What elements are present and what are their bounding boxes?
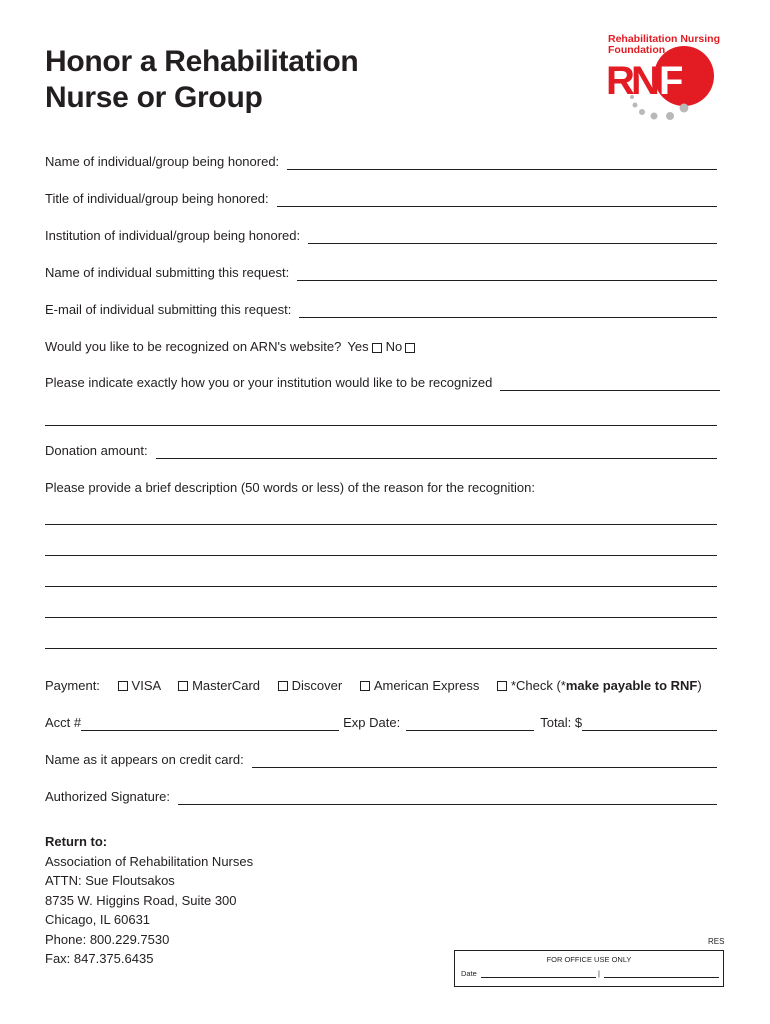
- yes-checkbox[interactable]: [372, 343, 382, 353]
- logo-text: [608, 34, 720, 56]
- donation-label: Donation amount:: [45, 443, 148, 458]
- amex-checkbox[interactable]: [360, 681, 370, 691]
- logo-line-2: Foundation: [608, 44, 666, 56]
- submitter-name-input[interactable]: [297, 268, 717, 281]
- card-name-input[interactable]: [252, 755, 717, 768]
- signature-field: [45, 789, 717, 805]
- description-line-2[interactable]: [45, 555, 717, 556]
- recognition-field: [45, 375, 720, 391]
- description-line-1[interactable]: [45, 524, 717, 525]
- return-line-2: ATTN: Sue Floutsakos: [45, 873, 175, 888]
- check-checkbox[interactable]: [497, 681, 507, 691]
- acct-label: Acct #: [45, 715, 82, 730]
- return-line-1: Association of Rehabilitation Nurses: [45, 853, 254, 869]
- total-label: Total: $: [540, 715, 583, 730]
- signature-input[interactable]: [178, 792, 717, 805]
- description-label: Please provide a brief description (50 words or less) of the reason for the recognition:: [45, 480, 535, 495]
- total-input[interactable]: [582, 718, 717, 731]
- website-question: [45, 339, 419, 355]
- svg-text:N: N: [631, 59, 657, 103]
- return-phone: Phone: 800.229.7530: [45, 931, 170, 947]
- submitter-email-label: E-mail of individual submitting this request:: [45, 302, 292, 317]
- logo-line-1: Rehabilitation Nursing: [608, 33, 721, 45]
- office-date-row: [461, 969, 719, 978]
- recognition-label: Please indicate exactly how you or your institution would like to be recognized: [45, 375, 493, 390]
- recognition-input[interactable]: [500, 378, 720, 391]
- title-line-1: Honor a Rehabilitation: [45, 45, 359, 78]
- honoree-title-input[interactable]: [277, 194, 717, 207]
- donation-field: [45, 443, 717, 459]
- office-use-title: FOR OFFICE USE ONLY: [546, 955, 632, 964]
- exp-input[interactable]: [406, 718, 534, 731]
- honoree-title-field: [45, 191, 717, 207]
- signature-label: Authorized Signature:: [45, 789, 171, 804]
- description-prompt: [45, 480, 535, 496]
- svg-text:R: R: [606, 59, 632, 103]
- res-code: RES: [708, 937, 725, 946]
- no-checkbox[interactable]: [405, 343, 415, 353]
- return-line-3: 8735 W. Higgins Road, Suite 300: [45, 892, 237, 908]
- office-use-box: [454, 950, 724, 987]
- honoree-institution-input[interactable]: [308, 231, 717, 244]
- return-address: [45, 832, 253, 969]
- description-line-5[interactable]: [45, 648, 717, 649]
- mastercard-checkbox[interactable]: [178, 681, 188, 691]
- check-label-post: ): [697, 678, 702, 693]
- office-date-input-2[interactable]: [604, 969, 719, 978]
- svg-text:F: F: [659, 59, 684, 103]
- title-line-2: Nurse or Group: [45, 81, 263, 114]
- exp-label: Exp Date:: [343, 715, 401, 730]
- submitter-email-input[interactable]: [299, 305, 717, 318]
- donation-input[interactable]: [156, 446, 717, 459]
- return-heading: Return to:: [45, 834, 108, 849]
- return-fax: Fax: 847.375.6435: [45, 951, 154, 966]
- office-date-label: Date: [461, 969, 477, 978]
- check-label-bold: make payable to RNF: [565, 678, 698, 693]
- website-question-label: Would you like to be recognized on ARN's website?: [45, 339, 342, 354]
- honoree-name-input[interactable]: [287, 157, 717, 170]
- discover-label: Discover: [291, 678, 343, 693]
- honoree-institution-field: [45, 228, 717, 244]
- card-name-field: [45, 752, 717, 768]
- mastercard-label: MasterCard: [192, 678, 261, 693]
- submitter-name-field: [45, 265, 717, 281]
- payment-options: [45, 678, 702, 694]
- submitter-name-label: Name of individual submitting this request:: [45, 265, 290, 280]
- return-line-4: Chicago, IL 60631: [45, 912, 151, 927]
- payment-label: Payment:: [45, 678, 100, 693]
- office-date-input-1[interactable]: [481, 969, 596, 978]
- honoree-title-label: Title of individual/group being honored:: [45, 191, 269, 206]
- visa-label: VISA: [131, 678, 161, 693]
- no-label: No: [385, 339, 403, 354]
- honoree-name-label: Name of individual/group being honored:: [45, 154, 280, 169]
- form-title: [45, 44, 358, 116]
- check-label-pre: *Check (*: [510, 678, 566, 693]
- submitter-email-field: [45, 302, 717, 318]
- acct-input[interactable]: [81, 718, 339, 731]
- yes-label: Yes: [347, 339, 369, 354]
- acct-row: [45, 715, 717, 731]
- description-line-3[interactable]: [45, 586, 717, 587]
- visa-checkbox[interactable]: [118, 681, 128, 691]
- honoree-institution-label: Institution of individual/group being honored:: [45, 228, 301, 243]
- card-name-label: Name as it appears on credit card:: [45, 752, 244, 767]
- recognition-input-line-2[interactable]: [45, 425, 717, 426]
- office-date-separator: |: [597, 969, 600, 978]
- rnf-logo: [604, 32, 724, 124]
- honoree-name-field: [45, 154, 717, 170]
- description-line-4[interactable]: [45, 617, 717, 618]
- amex-label: American Express: [373, 678, 480, 693]
- discover-checkbox[interactable]: [278, 681, 288, 691]
